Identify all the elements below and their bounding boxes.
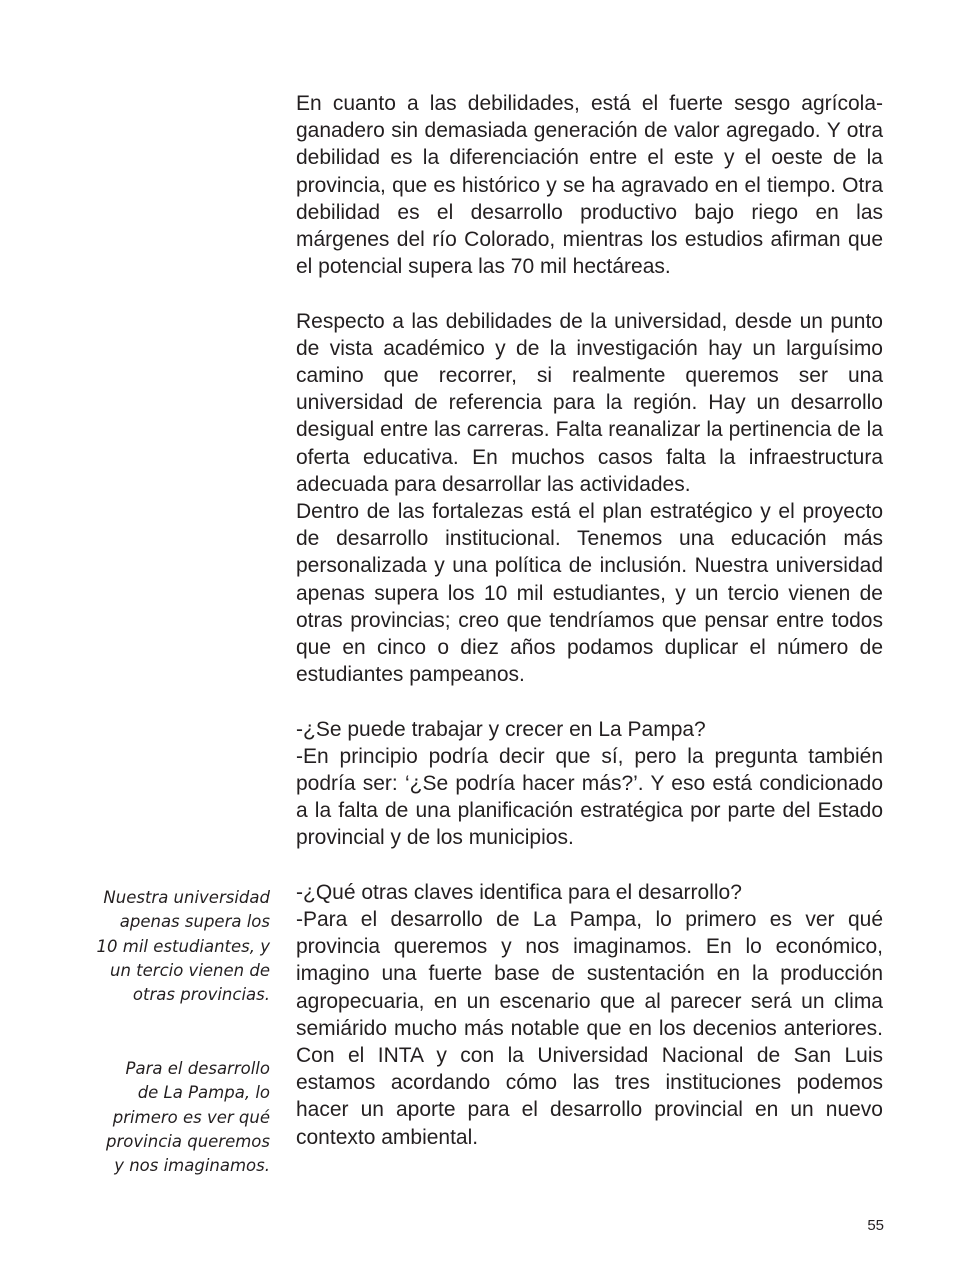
pull-quote-line: primero es ver qué — [112, 1107, 270, 1127]
pull-quote-line: y nos imaginamos. — [114, 1156, 270, 1176]
pull-quote-university — [70, 886, 270, 1007]
question-development-keys: -¿Qué otras claves identifica para el desarrollo? — [296, 880, 742, 904]
pull-quote-line: un tercio vienen de — [110, 960, 270, 980]
page-number: 55 — [867, 1217, 884, 1234]
pull-quote-development — [70, 1057, 270, 1178]
pull-quote-line: apenas supera los — [119, 912, 270, 932]
pull-quote-line: provincia queremos — [106, 1131, 270, 1151]
paragraph-spacer — [296, 280, 883, 307]
answer-development-keys: -Para el desarrollo de La Pampa, lo primero es ver qué provincia queremos y nos imaginamos. En lo económico, imagino una fuerte base de sustentación en la producción agropecuaria, en un escenario que al parecer será un clima semiárido mucho más notable que en los decenios anteriores. Con el INTA y con la Universidad Nacional de San Luis estamos acordando cómo las tres instituciones podemos hacer un aporte para el desarrollo provincial en un nuevo contexto ambiental. — [296, 908, 883, 1149]
pull-quote-line: Para el desarrollo — [125, 1059, 270, 1078]
paragraph-strengths: Dentro de las fortalezas está el plan estratégico y el proyecto de desarrollo institucional. Tenemos una educación más personalizada y una política de inclusión. Nuestra universidad apenas supera los 10 mil estudiantes, y un tercio vienen de otras provincias; creo que tendríamos que pensar entre todos que en cinco o diez años podamos duplicar el número de estudiantes pampeanos. — [296, 500, 883, 687]
pull-quote-line: otras provincias. — [132, 985, 270, 1005]
paragraph-spacer — [296, 688, 883, 715]
question-work-grow: -¿Se puede trabajar y crecer en La Pampa? — [296, 717, 706, 741]
body-text-column — [296, 90, 883, 1151]
answer-work-grow: -En principio podría decir que sí, pero la pregunta también podría ser: ‘¿Se podría hacer más?’. Y eso está condicionado a la falta de una planificación estratégica por parte del Estado provincial y de los municipios. — [296, 744, 883, 850]
paragraph-weaknesses-province: En cuanto a las debilidades, está el fuerte sesgo agrícola-ganadero sin demasiada generación de valor agregado. Y otra debilidad es la diferenciación entre el este y el oeste de la provincia, que es histórico y se ha agravado en el tiempo. Otra debilidad es el desarrollo productivo bajo riego en las márgenes del río Colorado, mientras los estudios afirman que el potencial supera las 70 mil hectáreas. — [296, 92, 883, 279]
paragraph-weaknesses-university: Respecto a las debilidades de la universidad, desde un punto de vista académico y de la investigación hay un larguísimo camino que recorrer, si realmente queremos ser una universidad de referencia para la región. Hay un desarrollo desigual entre las carreras. Falta reanalizar la pertinencia de la oferta educativa. En muchos casos falta la infraestructura adecuada para desarrollar las actividades. — [296, 309, 883, 496]
pull-quote-line: 10 mil estudiantes, y — [96, 936, 270, 956]
pull-quote-line: Nuestra universidad — [103, 888, 270, 907]
paragraph-spacer — [296, 852, 883, 879]
pull-quote-line: de La Pampa, lo — [137, 1083, 270, 1103]
